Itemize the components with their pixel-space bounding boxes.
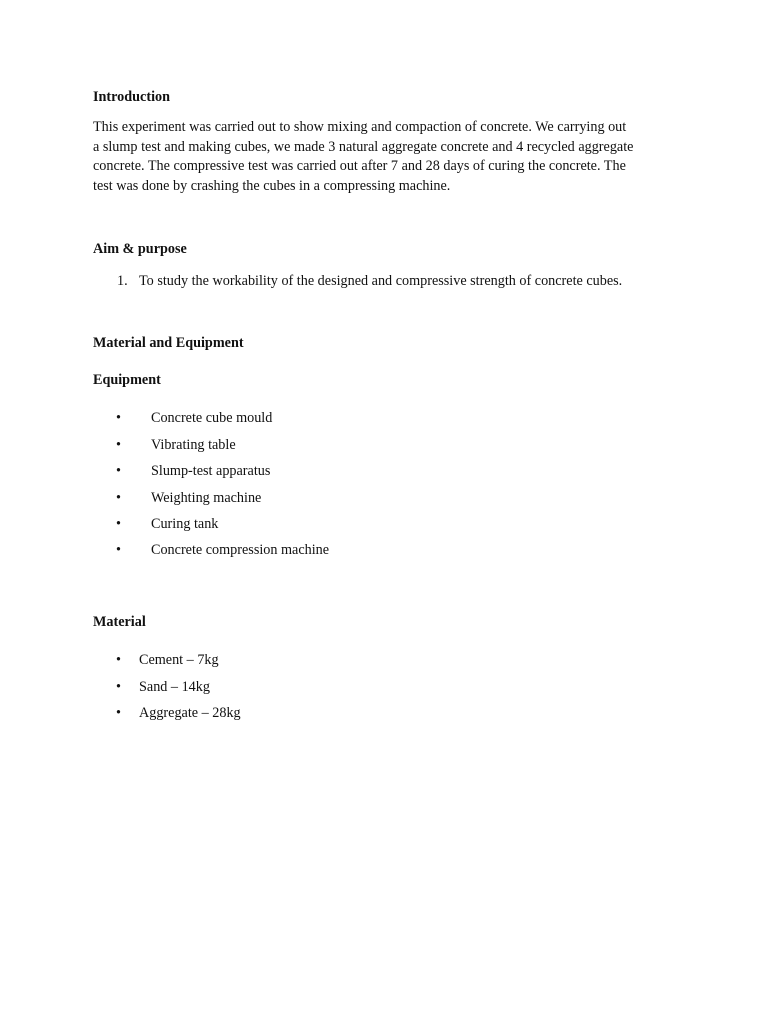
bullet-icon: •	[116, 410, 121, 426]
equipment-item-text: Vibrating table	[151, 437, 236, 453]
introduction-heading: Introduction	[93, 89, 170, 105]
equipment-item-text: Weighting machine	[151, 490, 262, 506]
equipment-item-text: Slump-test apparatus	[151, 463, 271, 479]
bullet-icon: •	[116, 437, 121, 453]
equipment-item-text: Curing tank	[151, 516, 219, 532]
introduction-paragraph	[93, 118, 683, 196]
introduction-line: a slump test and making cubes, we made 3 natural aggregate concrete and 4 recycled aggregate	[93, 138, 634, 155]
aim-item-number: 1.	[117, 273, 128, 289]
material-item-text: Cement – 7kg	[139, 652, 219, 668]
material-equipment-heading: Material and Equipment	[93, 335, 244, 351]
aim-item	[117, 272, 622, 290]
bullet-icon: •	[116, 490, 121, 506]
introduction-line: This experiment was carried out to show mixing and compaction of concrete. We carrying out	[93, 119, 627, 135]
bullet-icon: •	[116, 463, 121, 479]
equipment-heading: Equipment	[93, 372, 161, 388]
material-item-text: Aggregate – 28kg	[139, 705, 241, 721]
material-heading: Material	[93, 614, 146, 630]
equipment-item-text: Concrete compression machine	[151, 542, 330, 558]
introduction-line: test was done by crashing the cubes in a compressing machine.	[93, 177, 451, 194]
aim-item-text: To study the workability of the designed and compressive strength of concrete cubes.	[139, 273, 623, 289]
equipment-item-text: Concrete cube mould	[151, 410, 273, 426]
aim-heading: Aim & purpose	[93, 241, 187, 257]
material-item-text: Sand – 14kg	[139, 679, 210, 695]
introduction-line: concrete. The compressive test was carried out after 7 and 28 days of curing the concrete. The	[93, 158, 626, 174]
bullet-icon: •	[116, 652, 121, 668]
bullet-icon: •	[116, 516, 121, 532]
bullet-icon: •	[116, 542, 121, 558]
bullet-icon: •	[116, 679, 121, 695]
bullet-icon: •	[116, 705, 121, 721]
